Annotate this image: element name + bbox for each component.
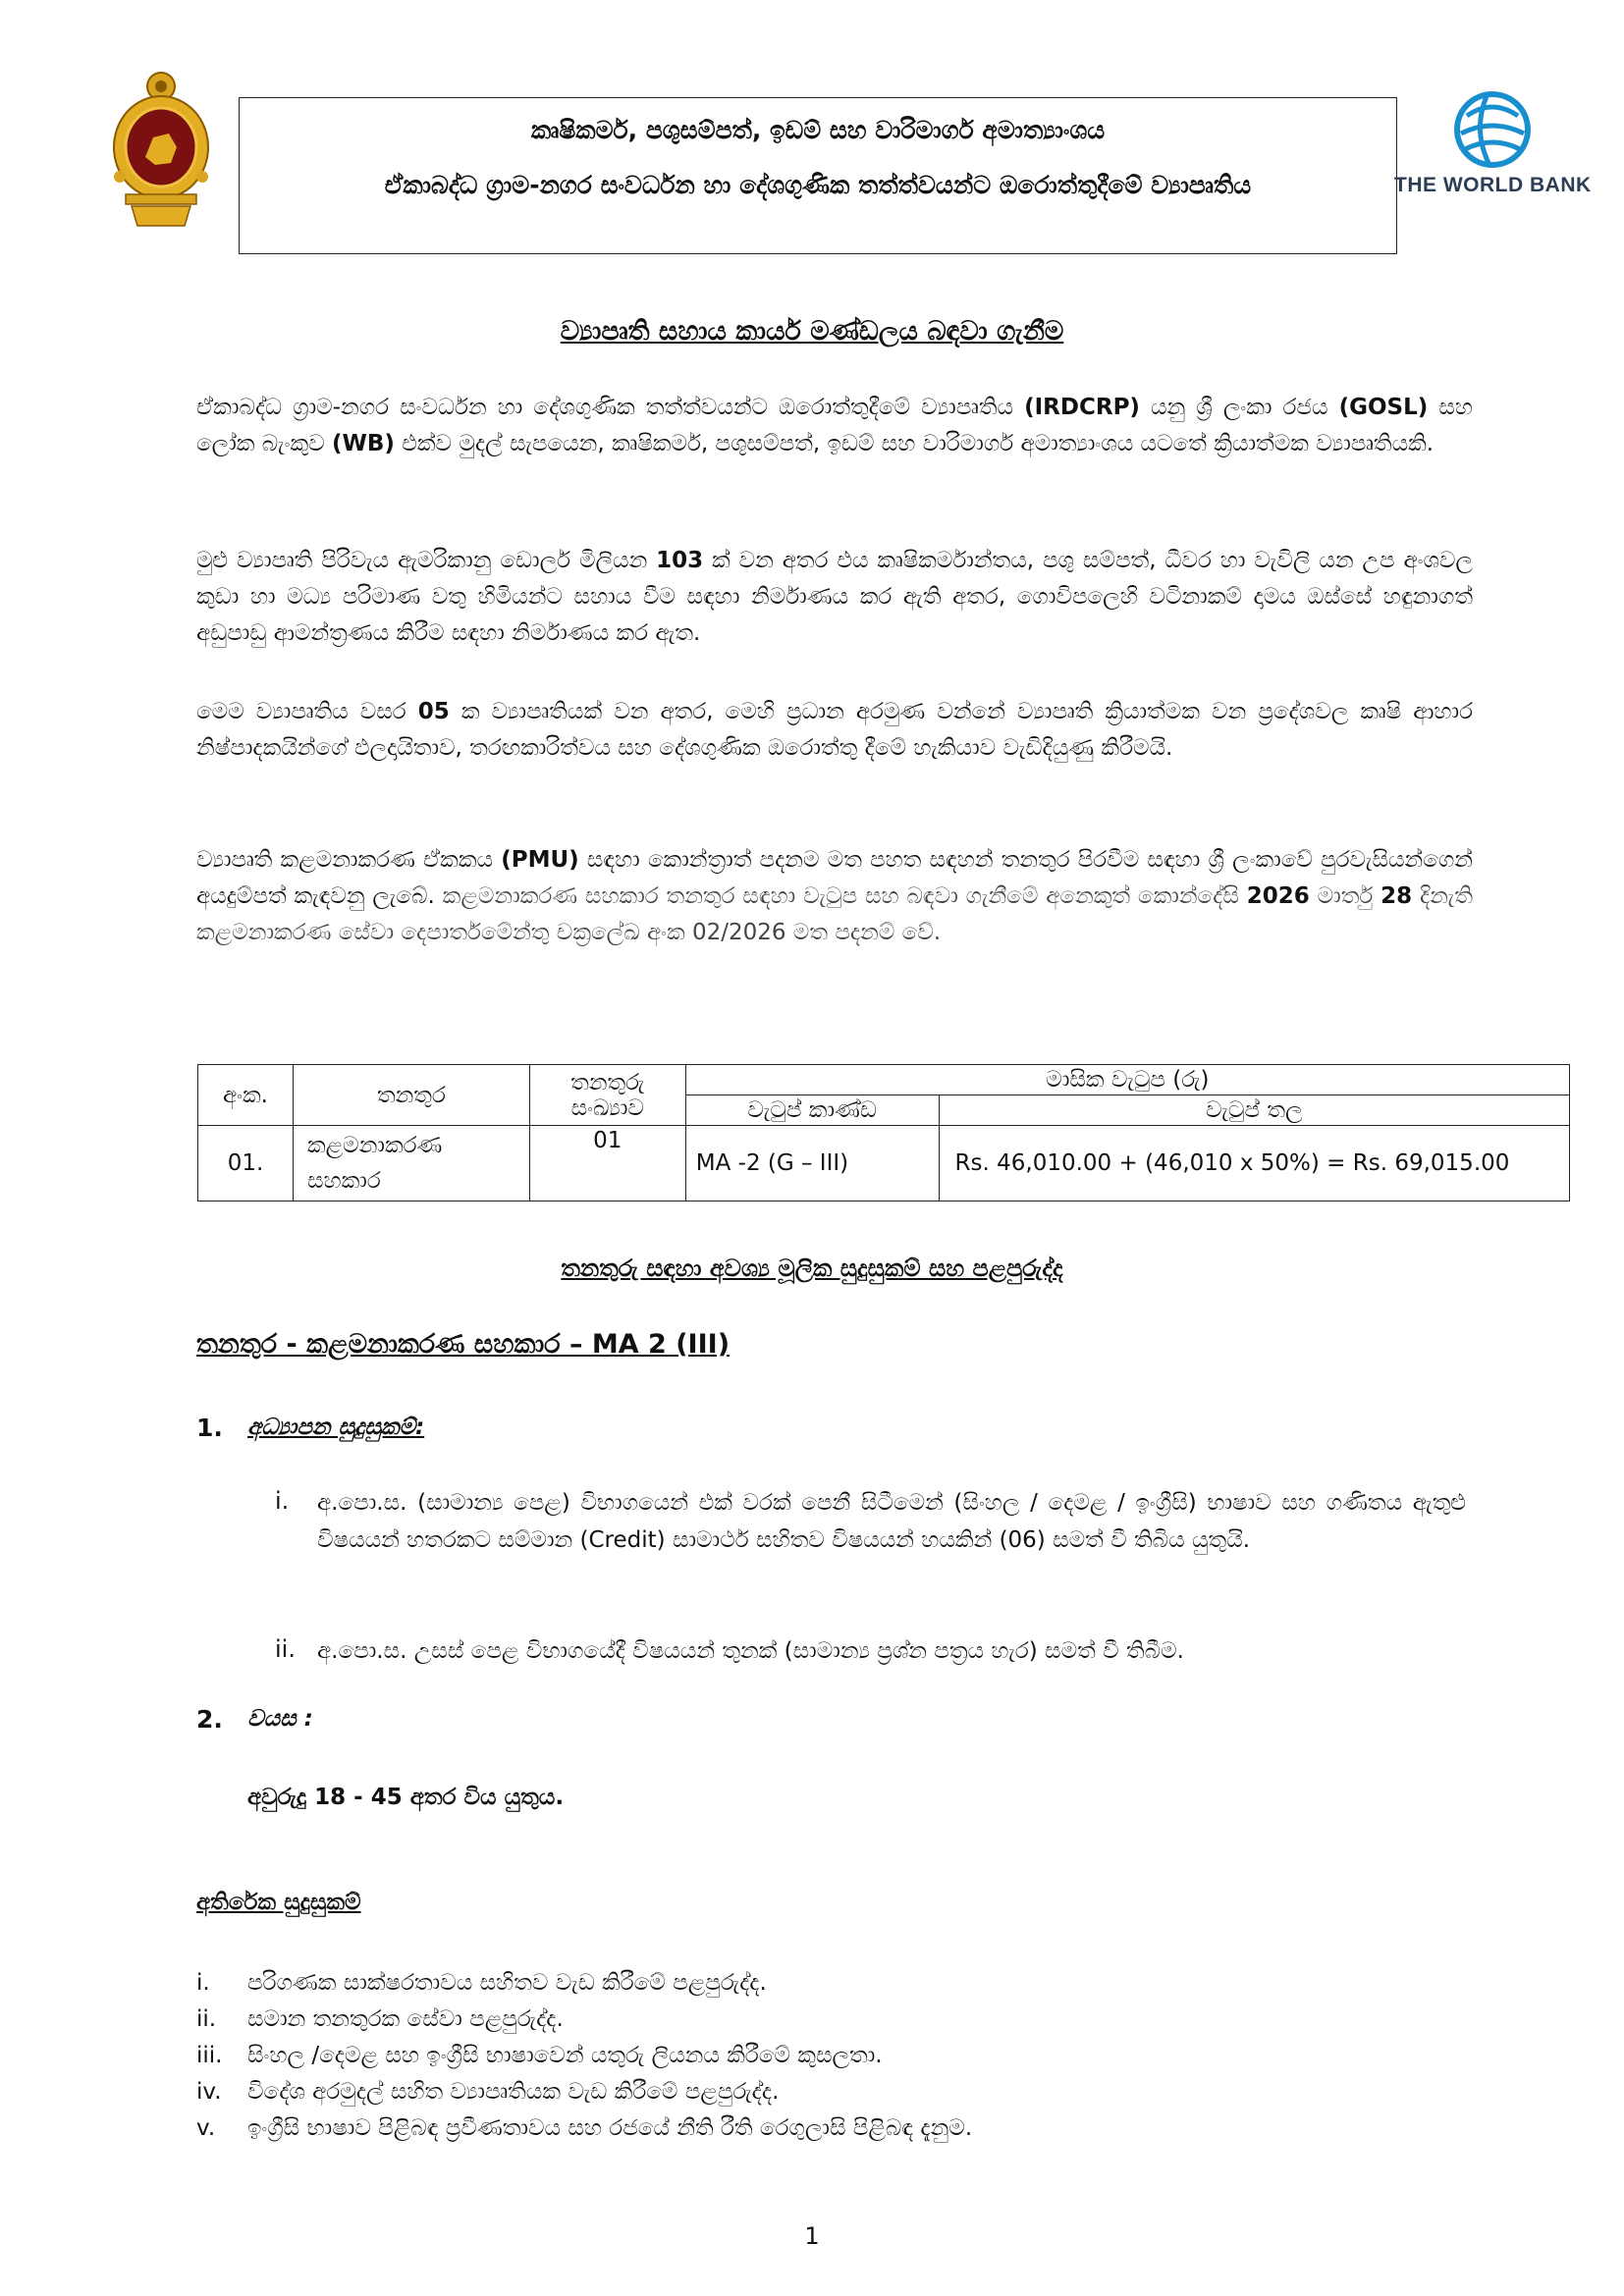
list-item: පරිගණක සාක්ෂරතාවය සහිතව වැඩ කිරීමේ පළපුරුද්ද. bbox=[247, 1970, 767, 1996]
cell-salary-scale: Rs. 46,010.00 + (46,010 x 50%) = Rs. 69,015.00 bbox=[939, 1126, 1569, 1201]
age-requirement: අවුරුදු 18 - 45 අතර විය යුතුය. bbox=[247, 1785, 565, 1810]
header-post: තනතුර bbox=[293, 1065, 529, 1126]
sri-lanka-emblem bbox=[110, 69, 213, 231]
globe-icon bbox=[1443, 88, 1542, 172]
table-row bbox=[198, 1126, 1570, 1201]
page-number: 1 bbox=[804, 2222, 820, 2250]
vacancy-table bbox=[197, 1064, 1570, 1201]
paragraph-intro: ඒකාබද්ධ ග්‍රාම-නගර සංවර්ධන හා දේශගුණික තත්ත්වයන්ට ඔරොත්තුදීමේ ව්‍යාපෘතිය (IRDCRP) යනු ශ්‍රී ලංකා රජය (GOSL) සහ ලෝක බැංකුව (WB) එක්ව මුදල් සැපයෙන, කෘෂිකර්ම, පශුසම්පත්, ඉඩම් සහ වාරිමාර්ග අමාත්‍යාංශය යටතේ ක්‍රියාත්මක ව්‍යාපෘතියකි. bbox=[196, 395, 1473, 456]
header-salary: මාසික වැටුප (රු) bbox=[685, 1065, 1569, 1095]
page-title: ව්‍යාපෘති සහාය කාර්ය මණ්ඩලය බඳවා ගැනීම bbox=[560, 316, 1064, 347]
post-heading: තනතුර - කළමනාකරණ සහකාර – MA 2 (III) bbox=[196, 1329, 731, 1360]
header-count: තනතුරු සංඛ්‍යාව bbox=[529, 1065, 685, 1126]
cell-salary-code: MA -2 (G – III) bbox=[685, 1126, 939, 1201]
list-marker: i. bbox=[196, 1970, 210, 1996]
list-item: ඉංග්‍රීසි භාෂාව පිළිබඳ ප්‍රවීණතාවය සහ රජයේ නීති රීති රෙගුලාසි පිළිබඳ දැනුම. bbox=[247, 2115, 973, 2141]
header-no: අංක. bbox=[198, 1065, 294, 1126]
list-item: විදේශ අරමුදල් සහිත ව්‍යාපෘතියක වැඩ කිරීමේ පළපුරුද්ද. bbox=[247, 2079, 780, 2105]
section-number: 2. bbox=[196, 1705, 223, 1734]
list-marker: v. bbox=[196, 2115, 216, 2141]
education-item: අ.පො.ස. උසස් පෙළ විභාගයේදී විෂයයන් තුනක් (සාමාන්‍ය ප්‍රශ්න පත්‍රය හැර) සමත් වී තිබීම. bbox=[317, 1638, 1184, 1664]
cell-count: 01 bbox=[529, 1126, 685, 1201]
cell-post: කළමනාකරණ සහකාර bbox=[293, 1126, 529, 1201]
additional-qualifications-title: අතිරේක සුදුසුකම් bbox=[196, 1890, 361, 1915]
header-salary-scale: වැටුප් තල bbox=[939, 1095, 1569, 1126]
list-item: සිංහල /දෙමළ සහ ඉංග්‍රීසි භාෂාවෙන් යතුරු ලියනය කිරීමේ කුසලතා. bbox=[247, 2043, 883, 2068]
paragraph-cost: මුළු ව්‍යාපෘති පිරිවැය ඇමරිකානු ඩොලර් මිලියන 103 ක් වන අතර එය කෘෂිකර්මාන්තය, පශු සම්පත්, ධීවර හා වැවිලි යන උප අංශවල කුඩා හා මධ්‍ය පරිමාණ වතු හිමියන්ට සහාය වීම සඳහා නිර්මාණය කර ඇති අතර, ගොවිපලෙහි වටිනාකම් දාමය ඔස්සේ හඳුනාගත් අඩුපාඩු ආමන්ත්‍රණය කිරීම සඳහා නිර්මාණය කර ඇත. bbox=[196, 548, 1473, 646]
list-marker: i. bbox=[275, 1487, 290, 1515]
age-label: වයස : bbox=[247, 1706, 313, 1732]
ministry-name: කෘෂිකර්ම, පශුසම්පත්, ඉඩම් සහ වාරිමාර්ග අමාත්‍යාංශය bbox=[530, 116, 1106, 144]
section-number: 1. bbox=[196, 1414, 223, 1442]
list-marker: iii. bbox=[196, 2043, 223, 2068]
list-marker: ii. bbox=[196, 2006, 217, 2032]
paragraph-objective: මෙම ව්‍යාපෘතිය වසර 05 ක ව්‍යාපෘතියක් වන අතර, මෙහි ප්‍රධාන අරමුණ වන්නේ ව්‍යාපෘති ක්‍රියාත්මක වන ප්‍රදේශවල කෘෂි ආහාර නිෂ්පාදකයින්ගේ ඵලදායිතාව, තරඟකාරිත්වය සහ දේශගුණික ඔරොත්තු දීමේ හැකියාව වැඩිදියුණු කිරීමයි. bbox=[196, 699, 1473, 761]
education-item: අ.පො.ස. (සාමාන්‍ය පෙළ) විභාගයෙන් එක් වරක් පෙනී සිටීමෙන් (සිංහල / දෙමළ / ඉංග්‍රීසි) භාෂාව සහ ගණිතය ඇතුළු විෂයයන් හතරකට සම්මාන (Credit) සාමාර්ථ සහිතව විෂයයන් හයකින් (06) සමත් වී තිබිය යුතුයි. bbox=[317, 1490, 1466, 1553]
world-bank-text: THE WORLD BANK bbox=[1394, 174, 1592, 196]
requirements-title: තනතුරු සඳහා අවශ්‍ය මූලික සුදුසුකම් සහ පළපුරුද්ද bbox=[561, 1255, 1063, 1282]
paragraph-applications: ව්‍යාපෘති කළමනාකරණ ඒකකය (PMU) සඳහා කොන්ත්‍රාත් පදනම මත පහත සඳහන් තනතුර පිරවීම සඳහා ශ්‍රී ලංකාවේ පුරවැසියන්ගෙන් අයදුම්පත් කැඳවනු ලැබේ. කළමනාකරණ සහකාර තනතුර සඳහා වැටුප සහ බඳවා ගැනීමේ අනෙකුත් කොන්දේසි 2026 මාර්තු 28 දිනැති කළමනාකරණ සේවා දෙපාර්තමේන්තු චක්‍රලේඛ අංක 02/2026 මත පදනම් වේ. bbox=[196, 847, 1474, 945]
list-marker: iv. bbox=[196, 2079, 222, 2105]
list-marker: ii. bbox=[275, 1635, 296, 1663]
header-salary-code: වැටුප් කාණ්ඩ bbox=[685, 1095, 939, 1126]
table-header-row bbox=[198, 1065, 1570, 1095]
project-name: ඒකාබද්ධ ග්‍රාම-නගර සංවර්ධන හා දේශගුණික තත්ත්වයන්ට ඔරොත්තුදීමේ ව්‍යාපෘතිය bbox=[384, 171, 1252, 199]
header-box bbox=[239, 97, 1397, 254]
list-item: සමාන තනතුරක සේවා පළපුරුද්ද. bbox=[247, 2006, 564, 2032]
world-bank-logo bbox=[1394, 88, 1591, 206]
cell-no: 01. bbox=[198, 1126, 294, 1201]
education-label: අධ්‍යාපන සුදුසුකම්: bbox=[247, 1415, 425, 1440]
